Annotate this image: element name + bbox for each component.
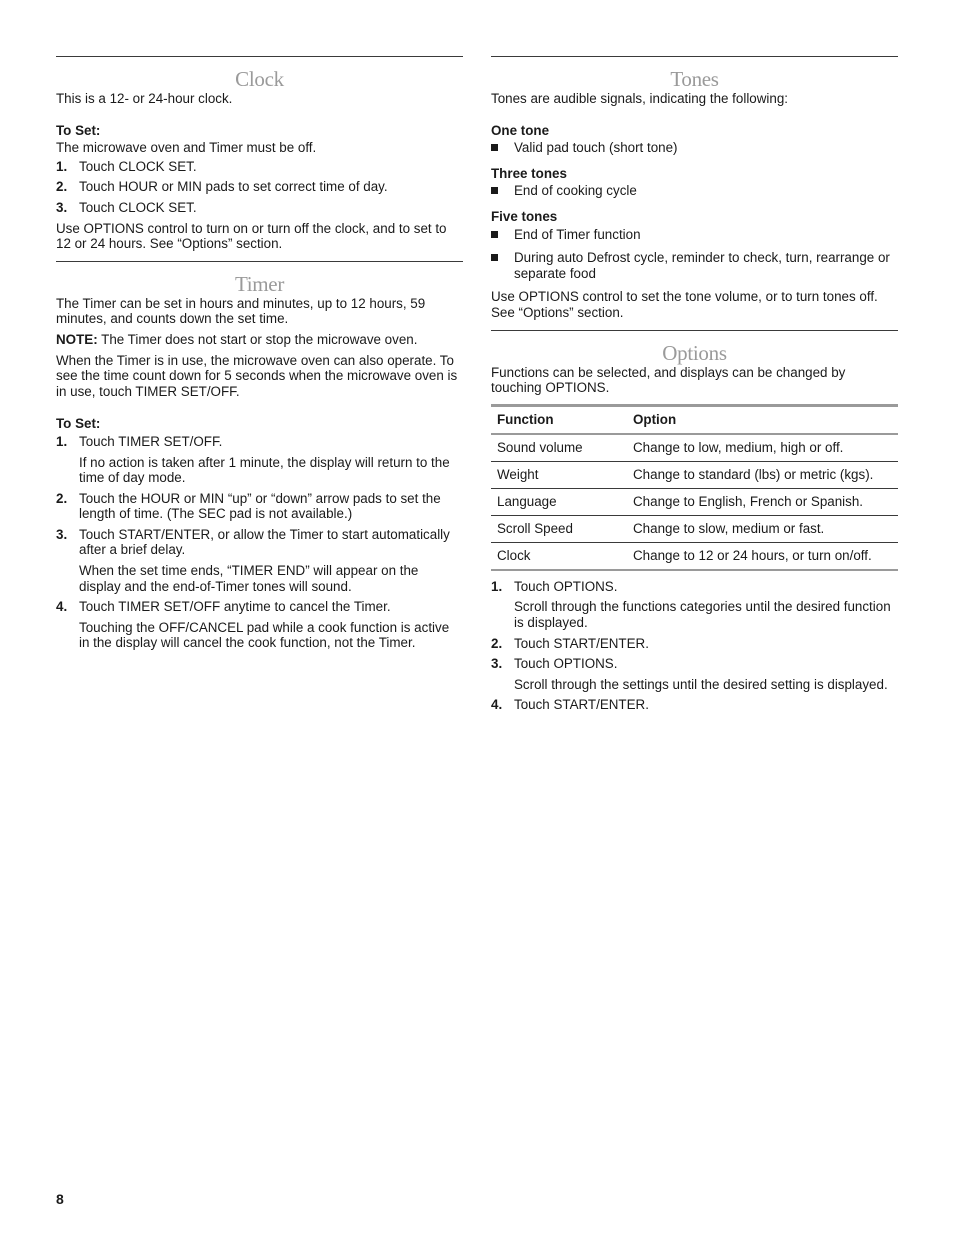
table-cell: Language (497, 493, 557, 509)
step-text: Touch TIMER SET/OFF. (79, 433, 223, 449)
table-cell: Scroll Speed (497, 520, 573, 536)
column-header: Function (497, 411, 554, 427)
table-row (491, 434, 898, 462)
options-table (491, 404, 898, 571)
step-extra: Scroll through the functions categories until the desired function is displayed. (514, 599, 891, 630)
clock-intro: This is a 12- or 24-hour clock. (56, 91, 233, 106)
timer-steps (56, 434, 463, 651)
options-divider (491, 330, 898, 331)
note-text: The Timer does not start or stop the microwave oven. (97, 331, 418, 347)
step-text: Touch OPTIONS. (514, 656, 618, 672)
step-text: Touch CLOCK SET. (79, 199, 197, 215)
bullet-text: Valid pad touch (short tone) (514, 140, 678, 156)
step-number: 3. (56, 526, 68, 542)
table-cell: Change to low, medium, high or off. (633, 439, 844, 455)
clock-steps (56, 159, 463, 216)
tones-title: Tones (670, 67, 719, 91)
table-cell: Change to 12 or 24 hours, or turn on/off. (633, 547, 872, 563)
step-number: 2. (491, 635, 503, 651)
list-item (491, 579, 898, 631)
clock-prereq: The microwave oven and Timer must be off. (56, 140, 317, 156)
bullet-square-icon (491, 254, 498, 261)
step-text: Touch START/ENTER. (514, 635, 649, 651)
list-item (491, 656, 898, 692)
table-cell: Change to English, French or Spanish. (633, 493, 864, 509)
column-header: Option (633, 411, 677, 427)
step-text: Touch START/ENTER. (514, 697, 649, 713)
step-number: 1. (56, 158, 68, 174)
table-header-row (491, 405, 898, 434)
tones-divider (491, 56, 898, 57)
three-tones-label: Three tones (491, 165, 567, 181)
list-item (56, 434, 463, 486)
list-item (491, 227, 898, 243)
table-row (491, 488, 898, 515)
timer-intro: The Timer can be set in hours and minutes, up to 12 hours, 59 minutes, and counts down the set time. (56, 295, 426, 327)
step-extra: Touching the OFF/CANCEL pad while a cook function is active in the display will cancel the cook function, not the Timer. (79, 619, 450, 651)
step-number: 3. (491, 656, 503, 672)
step-extra: Scroll through the settings until the desired setting is displayed. (514, 676, 888, 692)
right-column (491, 56, 898, 718)
list-item (56, 200, 463, 216)
table-cell: Sound volume (497, 439, 583, 455)
options-title: Options (662, 340, 727, 365)
list-item (491, 250, 898, 281)
step-number: 1. (491, 578, 503, 594)
bullet-text: End of Timer function (514, 226, 641, 242)
one-tone-list (491, 140, 898, 156)
timer-divider (56, 261, 463, 262)
step-number: 4. (56, 599, 68, 615)
step-text: Touch TIMER SET/OFF anytime to cancel the Timer. (79, 599, 391, 615)
tones-intro: Tones are audible signals, indicating the following: (491, 91, 789, 106)
step-text: Touch HOUR or MIN pads to set correct time of day. (79, 179, 388, 195)
list-item (491, 636, 898, 652)
options-steps (491, 579, 898, 713)
timer-title: Timer (234, 271, 285, 296)
list-item (56, 491, 463, 522)
clock-divider (56, 56, 463, 57)
table-row (491, 461, 898, 488)
timer-paragraph: When the Timer is in use, the microwave oven can also operate. To see the time count down for 5 seconds when the microwave oven is in use, touch TIMER SET/OFF. (56, 352, 458, 399)
step-extra: If no action is taken after 1 minute, the display will return to the time of day mode. (79, 454, 450, 486)
options-intro: Functions can be selected, and displays can be changed by touching OPTIONS. (491, 364, 846, 396)
step-number: 4. (491, 697, 503, 713)
list-item (491, 183, 898, 199)
three-tones-list (491, 183, 898, 199)
timer-note (56, 332, 463, 348)
five-tones-label: Five tones (491, 208, 558, 224)
step-text: Touch CLOCK SET. (79, 158, 197, 174)
clock-to-set-label: To Set: (56, 122, 101, 138)
list-item (56, 179, 463, 195)
bullet-square-icon (491, 187, 498, 194)
list-item (56, 159, 463, 175)
step-text: Touch START/ENTER, or allow the Timer to start automatically after a brief delay. (79, 526, 450, 558)
list-item (491, 697, 898, 713)
five-tones-list (491, 227, 898, 282)
left-column (56, 56, 463, 656)
bullet-text: During auto Defrost cycle, reminder to check, turn, rearrange or separate food (514, 250, 890, 281)
list-item (491, 140, 898, 156)
table-cell: Change to slow, medium or fast. (633, 520, 825, 536)
clock-footer: Use OPTIONS control to turn on or turn off the clock, and to set to 12 or 24 hours. See “Options” section. (56, 220, 447, 252)
step-extra: When the set time ends, “TIMER END” will appear on the display and the end-of-Timer tones will sound. (79, 563, 419, 594)
step-text: Touch the HOUR or MIN “up” or “down” arrow pads to set the length of time. (The SEC pad is not available.) (79, 490, 441, 522)
table-row (491, 542, 898, 570)
step-number: 1. (56, 433, 68, 449)
bullet-square-icon (491, 231, 498, 238)
timer-to-set-label: To Set: (56, 416, 101, 432)
bullet-square-icon (491, 144, 498, 151)
clock-title: Clock (235, 67, 284, 91)
table-row (491, 515, 898, 542)
list-item (56, 527, 463, 594)
page-number: 8 (56, 1191, 64, 1207)
step-number: 2. (56, 179, 68, 195)
table-cell: Change to standard (lbs) or metric (kgs). (633, 466, 874, 482)
one-tone-label: One tone (491, 122, 550, 138)
step-text: Touch OPTIONS. (514, 578, 618, 594)
step-number: 3. (56, 199, 68, 215)
table-cell: Weight (497, 466, 539, 482)
note-label: NOTE: (56, 331, 98, 347)
list-item (56, 599, 463, 651)
tones-footer: Use OPTIONS control to set the tone volume, or to turn tones off. See “Options” section. (491, 289, 878, 320)
bullet-text: End of cooking cycle (514, 183, 637, 199)
step-number: 2. (56, 490, 68, 506)
table-cell: Clock (497, 547, 531, 563)
